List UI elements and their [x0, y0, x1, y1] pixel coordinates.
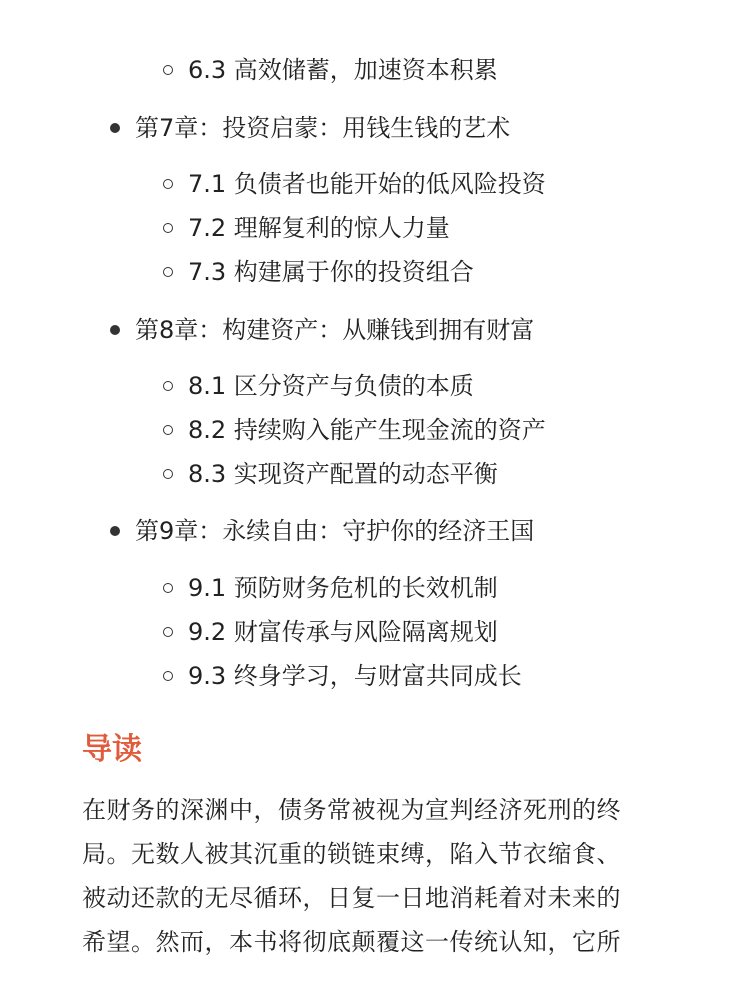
- toc-chapter-label: 第7章：投资启蒙：用钱生钱的艺术: [135, 114, 511, 142]
- toc-item-label: 9.3 终身学习，与财富共同成长: [188, 662, 522, 690]
- toc-item-label: 7.2 理解复利的惊人力量: [188, 214, 450, 242]
- toc-item-label: 8.1 区分资产与负债的本质: [188, 372, 474, 400]
- paragraph-line: 希望。然而，本书将彻底颠覆这一传统认知，它所: [82, 928, 621, 956]
- toc-item-label: 8.2 持续购入能产生现金流的资产: [188, 416, 546, 444]
- hollow-bullet-icon: [163, 267, 173, 277]
- hollow-bullet-icon: [163, 425, 173, 435]
- filled-bullet-icon: [110, 325, 120, 335]
- hollow-bullet-icon: [163, 381, 173, 391]
- toc-chapter-label: 第8章：构建资产：从赚钱到拥有财富: [135, 316, 535, 344]
- hollow-bullet-icon: [163, 627, 173, 637]
- toc-item-label: 9.2 财富传承与风险隔离规划: [188, 618, 498, 646]
- hollow-bullet-icon: [163, 223, 173, 233]
- hollow-bullet-icon: [163, 583, 173, 593]
- toc-item-label: 9.1 预防财务危机的长效机制: [188, 574, 498, 602]
- hollow-bullet-icon: [163, 469, 173, 479]
- filled-bullet-icon: [110, 526, 120, 536]
- section-heading-intro: 导读: [82, 732, 142, 767]
- hollow-bullet-icon: [163, 65, 173, 75]
- paragraph-line: 在财务的深渊中，债务常被视为宣判经济死刑的终: [82, 796, 621, 824]
- paragraph-line: 局。无数人被其沉重的锁链束缚，陷入节衣缩食、: [82, 840, 621, 868]
- toc-item-label: 8.3 实现资产配置的动态平衡: [188, 460, 498, 488]
- toc-item-label: 7.1 负债者也能开始的低风险投资: [188, 170, 546, 198]
- intro-paragraph: [82, 788, 672, 964]
- filled-bullet-icon: [110, 123, 120, 133]
- hollow-bullet-icon: [163, 179, 173, 189]
- toc-chapter-label: 第9章：永续自由：守护你的经济王国: [135, 517, 535, 545]
- hollow-bullet-icon: [163, 671, 173, 681]
- toc-item-label: 7.3 构建属于你的投资组合: [188, 258, 474, 286]
- paragraph-line: 被动还款的无尽循环，日复一日地消耗着对未来的: [82, 884, 621, 912]
- toc-item-label: 6.3 高效储蓄，加速资本积累: [188, 56, 498, 84]
